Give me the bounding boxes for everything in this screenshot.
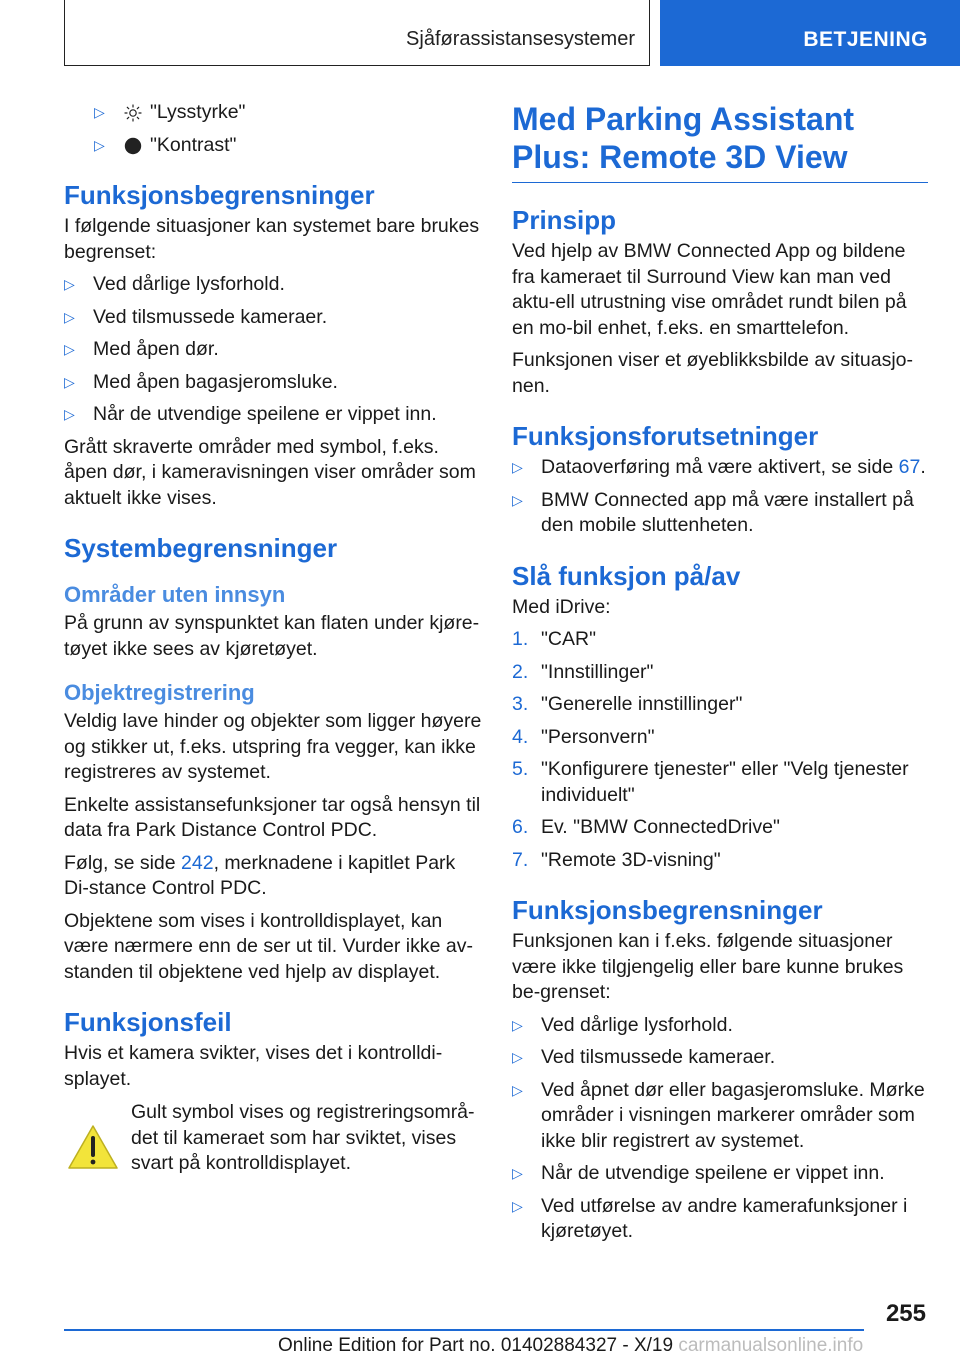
paragraph: Med iDrive:	[512, 595, 611, 618]
heading-funksjonsfeil: Funksjonsfeil	[64, 1007, 232, 1037]
contrast-icon	[124, 137, 142, 155]
header-section-title: Sjåførassistansesystemer	[406, 28, 635, 50]
bullet-icon: ▷	[512, 491, 523, 508]
step-number: 7.	[512, 848, 529, 871]
warning-text: Gult symbol vises og registreringsområ-det til kameraet som har sviktet, vises svart på kontrolldisplayet.	[131, 1101, 475, 1174]
bullet-icon: ▷	[64, 308, 75, 325]
step-number: 5.	[512, 758, 529, 780]
step-number: 6.	[512, 816, 529, 838]
list-item: ▷ Når de utvendige speilene er vippet inn.	[64, 402, 482, 428]
bullet-icon: ▷	[64, 373, 75, 390]
paragraph: Hvis et kamera svikter, vises det i kontrolldi-splayet.	[64, 1042, 443, 1090]
list-item-contrast	[64, 133, 482, 159]
step-item: 5. "Konfigurere tjenester" eller "Velg tjenester individuelt"	[512, 758, 909, 806]
step-number: 2.	[512, 660, 529, 683]
paragraph: Enkelte assistansefunksjoner tar også hensyn til data fra Park Distance Control PDC.	[64, 793, 481, 841]
subheading-areas: Områder uten innsyn	[64, 582, 286, 607]
paragraph: Veldig lave hinder og objekter som ligger høyere og stikker ut, f.eks. utspring fra vegger, kan ikke registreres av systemet.	[64, 710, 482, 783]
page-link-67[interactable]: 67	[898, 456, 921, 478]
bullet-icon: ▷	[512, 1081, 523, 1098]
bullet-icon: ▷	[512, 459, 523, 475]
bullet-icon: ▷	[64, 406, 75, 422]
list-item: ▷ Ved åpnet dør eller bagasjeromsluke. Mørke områder i visningen markerer områder som ikke blir registrert av systemet.	[512, 1078, 925, 1152]
header-chapter-title: BETJENING	[803, 28, 928, 51]
list-item: ▷ BMW Connected app må være installert på den mobile sluttenheten.	[512, 488, 914, 536]
paragraph: Funksjonen kan i f.eks. følgende situasjoner være ikke tilgjengelig eller bare kunne brukes be-grenset:	[512, 930, 904, 1003]
warning-note	[64, 1100, 482, 1177]
brightness-icon	[124, 104, 142, 122]
list-item: ▷ Dataoverføring må være aktivert, se side 67.	[512, 455, 928, 481]
step-item: 6. Ev. "BMW ConnectedDrive"	[512, 815, 928, 841]
paragraph: Objektene som vises i kontrolldisplayet, kan være nærmere enn de ser ut til. Vurder ikke av-standen til objektene ved hjelp av displayet.	[64, 909, 473, 983]
bullet-icon: ▷	[512, 1197, 523, 1214]
footer-edition-text: Online Edition for Part no. 01402884327 - X/19	[278, 1335, 674, 1356]
settings-item-label: "Kontrast"	[150, 133, 237, 156]
warning-triangle-icon	[67, 1124, 119, 1170]
page-number: 255	[885, 1300, 926, 1327]
paragraph: I følgende situasjoner kan systemet bare brukes begrenset:	[64, 215, 480, 263]
bullet-icon: ▷	[94, 136, 105, 153]
heading-funksjonsbegrensninger: Funksjonsbegrensninger	[64, 180, 375, 210]
footer-divider	[64, 1329, 864, 1331]
step-item: 2. "Innstillinger"	[512, 660, 928, 686]
list-item: ▷ Ved dårlige lysforhold.	[64, 272, 482, 298]
list-item: ▷ Med åpen dør.	[64, 337, 482, 363]
footer-edition	[278, 1335, 863, 1357]
bullet-icon: ▷	[512, 1016, 523, 1033]
left-column	[64, 100, 482, 1184]
subheading-objects: Objektregistrering	[64, 680, 255, 705]
list-item: ▷ Med åpen bagasjeromsluke.	[64, 370, 482, 396]
right-column	[512, 100, 928, 1252]
settings-item-label: "Lysstyrke"	[150, 101, 246, 123]
step-item: 7. "Remote 3D-visning"	[512, 848, 928, 874]
heading-prinsipp: Prinsipp	[512, 205, 617, 235]
step-item: 1. "CAR"	[512, 627, 928, 653]
list-item: ▷ Når de utvendige speilene er vippet inn.	[512, 1161, 928, 1187]
step-number: 4.	[512, 725, 529, 748]
step-number: 3.	[512, 693, 529, 715]
list-item: ▷ Ved tilsmussede kameraer.	[64, 305, 482, 331]
list-item: ▷ Ved tilsmussede kameraer.	[512, 1045, 928, 1071]
heading-sla-funksjon: Slå funksjon på/av	[512, 560, 741, 591]
bullet-icon: ▷	[64, 341, 75, 357]
step-item: 4. "Personvern"	[512, 725, 928, 751]
paragraph: Grått skraverte områder med symbol, f.eks. åpen dør, i kameravisningen viser områder som aktuelt ikke vises.	[64, 435, 476, 509]
list-item: ▷ Ved utførelse av andre kamerafunksjoner i kjøretøyet.	[512, 1194, 908, 1242]
header-section-box	[64, 0, 650, 66]
bullet-icon: ▷	[512, 1165, 523, 1181]
paragraph: På grunn av synspunktet kan flaten under kjøre-tøyet ikke sees av kjøretøyet.	[64, 612, 480, 660]
header-chapter-box	[660, 0, 960, 66]
heading-funksjonsbegrensninger-2: Funksjonsbegrensninger	[512, 895, 823, 925]
list-item-brightness	[64, 100, 482, 126]
step-item: 3. "Generelle innstillinger"	[512, 692, 928, 718]
heading-funksjonsforutsetninger: Funksjonsforutsetninger	[512, 421, 819, 451]
page-link-242[interactable]: 242	[181, 851, 214, 874]
list-item: ▷ Ved dårlige lysforhold.	[512, 1013, 928, 1039]
step-number: 1.	[512, 628, 529, 650]
bullet-icon: ▷	[512, 1049, 523, 1065]
bullet-icon: ▷	[64, 276, 75, 292]
heading-systembegrensninger: Systembegrensninger	[64, 533, 338, 563]
footer-watermark: carmanualsonline.info	[678, 1335, 864, 1356]
bullet-icon: ▷	[94, 104, 105, 120]
paragraph: Ved hjelp av BMW Connected App og bildene fra kameraet til Surround View kan man ved aktu-ell utrustning vise området rundt bilen på en mo-bil enhet, f.eks. en smarttelefon.	[512, 240, 907, 339]
paragraph: Funksjonen viser et øyeblikksbilde av situasjo-nen.	[512, 349, 914, 397]
page-title: Med Parking Assistant Plus: Remote 3D View	[512, 100, 928, 183]
paragraph: Følg, se side 242, merknadene i kapitlet Park Di-stance Control PDC.	[64, 851, 456, 899]
